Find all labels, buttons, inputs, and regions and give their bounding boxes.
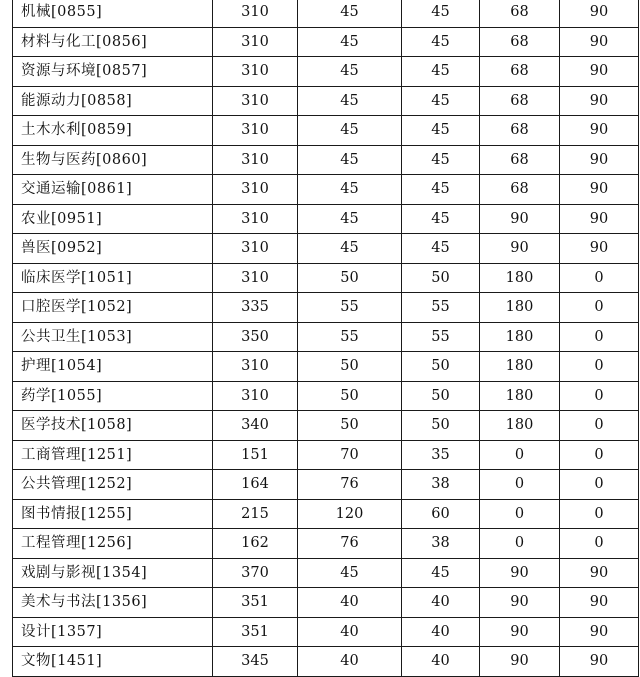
table-row — [13, 352, 639, 382]
subject-b-score-cell: 35 — [402, 440, 480, 470]
score-table — [12, 0, 639, 677]
total-score-cell: 310 — [213, 0, 298, 27]
score-table-container — [12, 0, 638, 677]
subject-a-score-cell: 70 — [298, 440, 402, 470]
subject-b-score-cell: 40 — [402, 647, 480, 677]
total-score-cell: 310 — [213, 234, 298, 264]
subject-name-cell: 口腔医学[1052] — [13, 293, 213, 323]
subject-d-score-cell: 0 — [560, 381, 639, 411]
table-row — [13, 145, 639, 175]
subject-d-score-cell: 90 — [560, 86, 639, 116]
subject-a-score-cell: 40 — [298, 617, 402, 647]
total-score-cell: 370 — [213, 558, 298, 588]
subject-b-score-cell: 50 — [402, 411, 480, 441]
subject-d-score-cell: 0 — [560, 322, 639, 352]
subject-c-score-cell: 90 — [480, 204, 560, 234]
total-score-cell: 351 — [213, 617, 298, 647]
subject-c-score-cell: 0 — [480, 499, 560, 529]
subject-d-score-cell: 90 — [560, 204, 639, 234]
subject-a-score-cell: 45 — [298, 27, 402, 57]
table-row — [13, 617, 639, 647]
subject-d-score-cell: 0 — [560, 529, 639, 559]
subject-a-score-cell: 55 — [298, 293, 402, 323]
subject-b-score-cell: 55 — [402, 293, 480, 323]
subject-b-score-cell: 60 — [402, 499, 480, 529]
subject-d-score-cell: 90 — [560, 558, 639, 588]
subject-a-score-cell: 50 — [298, 411, 402, 441]
subject-a-score-cell: 50 — [298, 381, 402, 411]
subject-c-score-cell: 68 — [480, 86, 560, 116]
subject-c-score-cell: 68 — [480, 175, 560, 205]
total-score-cell: 350 — [213, 322, 298, 352]
total-score-cell: 335 — [213, 293, 298, 323]
subject-name-cell: 护理[1054] — [13, 352, 213, 382]
subject-name-cell: 资源与环境[0857] — [13, 57, 213, 87]
subject-name-cell: 交通运输[0861] — [13, 175, 213, 205]
subject-name-cell: 临床医学[1051] — [13, 263, 213, 293]
table-row — [13, 381, 639, 411]
total-score-cell: 162 — [213, 529, 298, 559]
subject-c-score-cell: 90 — [480, 617, 560, 647]
table-row — [13, 293, 639, 323]
subject-name-cell: 农业[0951] — [13, 204, 213, 234]
subject-c-score-cell: 90 — [480, 558, 560, 588]
subject-name-cell: 美术与书法[1356] — [13, 588, 213, 618]
subject-a-score-cell: 45 — [298, 204, 402, 234]
subject-d-score-cell: 0 — [560, 440, 639, 470]
subject-c-score-cell: 68 — [480, 0, 560, 27]
subject-name-cell: 医学技术[1058] — [13, 411, 213, 441]
total-score-cell: 310 — [213, 381, 298, 411]
table-row — [13, 57, 639, 87]
subject-a-score-cell: 76 — [298, 529, 402, 559]
subject-b-score-cell: 45 — [402, 57, 480, 87]
subject-c-score-cell: 180 — [480, 411, 560, 441]
subject-c-score-cell: 0 — [480, 470, 560, 500]
subject-b-score-cell: 55 — [402, 322, 480, 352]
subject-name-cell: 生物与医药[0860] — [13, 145, 213, 175]
table-row — [13, 27, 639, 57]
subject-b-score-cell: 50 — [402, 381, 480, 411]
subject-a-score-cell: 45 — [298, 175, 402, 205]
total-score-cell: 310 — [213, 352, 298, 382]
score-table-body — [13, 0, 639, 676]
table-row — [13, 86, 639, 116]
subject-c-score-cell: 180 — [480, 293, 560, 323]
subject-b-score-cell: 40 — [402, 617, 480, 647]
subject-c-score-cell: 180 — [480, 322, 560, 352]
subject-c-score-cell: 0 — [480, 529, 560, 559]
table-row — [13, 440, 639, 470]
subject-d-score-cell: 90 — [560, 588, 639, 618]
subject-a-score-cell: 45 — [298, 0, 402, 27]
subject-c-score-cell: 180 — [480, 263, 560, 293]
total-score-cell: 345 — [213, 647, 298, 677]
total-score-cell: 310 — [213, 27, 298, 57]
table-row — [13, 499, 639, 529]
subject-name-cell: 药学[1055] — [13, 381, 213, 411]
subject-d-score-cell: 0 — [560, 470, 639, 500]
total-score-cell: 151 — [213, 440, 298, 470]
table-row — [13, 204, 639, 234]
subject-d-score-cell: 90 — [560, 234, 639, 264]
subject-name-cell: 兽医[0952] — [13, 234, 213, 264]
subject-b-score-cell: 45 — [402, 116, 480, 146]
subject-c-score-cell: 180 — [480, 352, 560, 382]
subject-name-cell: 材料与化工[0856] — [13, 27, 213, 57]
subject-b-score-cell: 38 — [402, 529, 480, 559]
subject-d-score-cell: 90 — [560, 647, 639, 677]
subject-a-score-cell: 40 — [298, 588, 402, 618]
subject-c-score-cell: 68 — [480, 145, 560, 175]
subject-d-score-cell: 90 — [560, 27, 639, 57]
subject-name-cell: 能源动力[0858] — [13, 86, 213, 116]
total-score-cell: 310 — [213, 263, 298, 293]
subject-b-score-cell: 45 — [402, 234, 480, 264]
subject-a-score-cell: 45 — [298, 234, 402, 264]
subject-name-cell: 工程管理[1256] — [13, 529, 213, 559]
subject-name-cell: 机械[0855] — [13, 0, 213, 27]
subject-b-score-cell: 45 — [402, 558, 480, 588]
subject-b-score-cell: 50 — [402, 263, 480, 293]
subject-b-score-cell: 45 — [402, 27, 480, 57]
total-score-cell: 310 — [213, 57, 298, 87]
subject-b-score-cell: 38 — [402, 470, 480, 500]
subject-c-score-cell: 180 — [480, 381, 560, 411]
subject-a-score-cell: 45 — [298, 57, 402, 87]
subject-d-score-cell: 90 — [560, 175, 639, 205]
subject-a-score-cell: 40 — [298, 647, 402, 677]
subject-c-score-cell: 68 — [480, 57, 560, 87]
subject-a-score-cell: 50 — [298, 352, 402, 382]
subject-d-score-cell: 0 — [560, 499, 639, 529]
subject-a-score-cell: 50 — [298, 263, 402, 293]
subject-b-score-cell: 50 — [402, 352, 480, 382]
subject-name-cell: 图书情报[1255] — [13, 499, 213, 529]
subject-d-score-cell: 90 — [560, 116, 639, 146]
subject-c-score-cell: 90 — [480, 234, 560, 264]
subject-c-score-cell: 0 — [480, 440, 560, 470]
table-row — [13, 234, 639, 264]
subject-a-score-cell: 120 — [298, 499, 402, 529]
subject-a-score-cell: 45 — [298, 558, 402, 588]
table-row — [13, 116, 639, 146]
subject-name-cell: 土木水利[0859] — [13, 116, 213, 146]
subject-d-score-cell: 90 — [560, 617, 639, 647]
subject-d-score-cell: 0 — [560, 411, 639, 441]
total-score-cell: 310 — [213, 175, 298, 205]
subject-name-cell: 文物[1451] — [13, 647, 213, 677]
total-score-cell: 340 — [213, 411, 298, 441]
subject-d-score-cell: 90 — [560, 145, 639, 175]
subject-name-cell: 工商管理[1251] — [13, 440, 213, 470]
total-score-cell: 310 — [213, 204, 298, 234]
subject-b-score-cell: 40 — [402, 588, 480, 618]
total-score-cell: 310 — [213, 86, 298, 116]
subject-a-score-cell: 45 — [298, 145, 402, 175]
subject-name-cell: 公共管理[1252] — [13, 470, 213, 500]
subject-b-score-cell: 45 — [402, 0, 480, 27]
subject-c-score-cell: 68 — [480, 116, 560, 146]
subject-a-score-cell: 55 — [298, 322, 402, 352]
subject-b-score-cell: 45 — [402, 204, 480, 234]
total-score-cell: 215 — [213, 499, 298, 529]
total-score-cell: 164 — [213, 470, 298, 500]
table-row — [13, 175, 639, 205]
table-row — [13, 263, 639, 293]
subject-c-score-cell: 68 — [480, 27, 560, 57]
table-row — [13, 0, 639, 27]
table-row — [13, 647, 639, 677]
subject-a-score-cell: 45 — [298, 116, 402, 146]
subject-b-score-cell: 45 — [402, 175, 480, 205]
table-row — [13, 558, 639, 588]
total-score-cell: 310 — [213, 116, 298, 146]
subject-a-score-cell: 45 — [298, 86, 402, 116]
subject-name-cell: 设计[1357] — [13, 617, 213, 647]
subject-a-score-cell: 76 — [298, 470, 402, 500]
total-score-cell: 351 — [213, 588, 298, 618]
table-row — [13, 529, 639, 559]
table-row — [13, 470, 639, 500]
subject-d-score-cell: 0 — [560, 263, 639, 293]
subject-d-score-cell: 0 — [560, 293, 639, 323]
table-row — [13, 588, 639, 618]
subject-d-score-cell: 0 — [560, 352, 639, 382]
subject-d-score-cell: 90 — [560, 0, 639, 27]
subject-b-score-cell: 45 — [402, 145, 480, 175]
subject-name-cell: 戏剧与影视[1354] — [13, 558, 213, 588]
subject-b-score-cell: 45 — [402, 86, 480, 116]
subject-name-cell: 公共卫生[1053] — [13, 322, 213, 352]
table-row — [13, 411, 639, 441]
total-score-cell: 310 — [213, 145, 298, 175]
subject-c-score-cell: 90 — [480, 588, 560, 618]
subject-d-score-cell: 90 — [560, 57, 639, 87]
table-row — [13, 322, 639, 352]
subject-c-score-cell: 90 — [480, 647, 560, 677]
